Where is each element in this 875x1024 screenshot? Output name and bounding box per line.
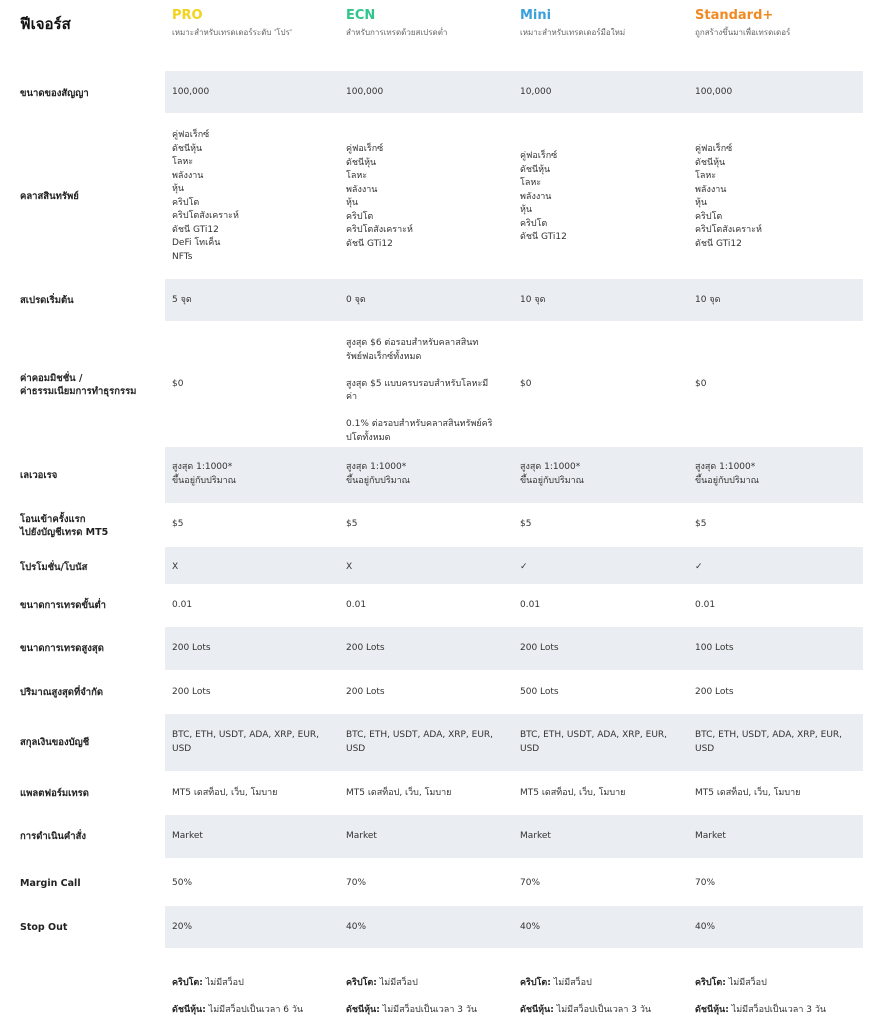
cell-value: BTC, ETH, USDT, ADA, XRP, EUR, USD (346, 730, 494, 754)
row-label: ปริมาณสูงสุดที่จำกัด (20, 687, 104, 698)
row-account-currency (0, 714, 875, 771)
cell-value: 0.01 (172, 600, 193, 610)
row-label: การดำเนินคำสั่ง (20, 831, 87, 842)
row-label: สกุลเงินของบัญชี (20, 737, 90, 748)
row-asset-class (0, 113, 875, 279)
cell-value: MT5 เดสท็อป, เว็บ, โมบาย (172, 788, 278, 798)
cell-value: $0 (172, 379, 184, 389)
plan-pro-desc: เหมาะสำหรับเทรดเดอร์ระดับ 'โปร' (172, 28, 293, 37)
swap-crypto: คริปโต: ไม่มีสว็อป (172, 978, 244, 988)
cell-value: BTC, ETH, USDT, ADA, XRP, EUR, USD (172, 730, 320, 754)
cell-value: BTC, ETH, USDT, ADA, XRP, EUR, USD (695, 730, 843, 754)
cell-value: 200 Lots (346, 643, 385, 653)
cell-value: 200 Lots (695, 687, 734, 697)
row-label: ขนาดการเทรดขั้นต่ำ (20, 600, 106, 611)
cell-value: สูงสุด 1:1000* ขึ้นอยู่กับปริมาณ (520, 462, 585, 486)
row-leverage (0, 447, 875, 503)
cell-value: คู่ฟอเร็กซ์ ดัชนีหุ้น โลหะ พลังงาน หุ้น คริปโต ดัชนี GTi12 (520, 151, 567, 242)
cell-value: Market (346, 831, 377, 841)
check-icon: ✓ (520, 562, 528, 572)
cell-value: 200 Lots (520, 643, 559, 653)
swap-index: ดัชนีหุ้น: ไม่มีสว็อปเป็นเวลา 3 วัน (346, 1005, 478, 1015)
cell-value: $5 (520, 519, 532, 529)
cell-value: Market (172, 831, 203, 841)
row-execution (0, 815, 875, 858)
cell-value: 70% (346, 878, 367, 888)
cell-value: 0.01 (346, 600, 367, 610)
plan-ecn-name: ECN (346, 8, 376, 23)
row-min-trade (0, 584, 875, 627)
row-spread (0, 279, 875, 321)
cell-value: 10 จุด (695, 295, 721, 305)
cell-value: 100,000 (346, 87, 384, 97)
row-first-transfer (0, 503, 875, 547)
plan-pro-name: PRO (172, 8, 203, 23)
cell-value: 20% (172, 922, 193, 932)
row-swap (0, 970, 875, 1024)
row-contract-size (0, 71, 875, 113)
row-label: โปรโมชั่น/โบนัส (20, 562, 88, 573)
swap-crypto: คริปโต: ไม่มีสว็อป (346, 978, 418, 988)
cell-value: 50% (172, 878, 193, 888)
swap-index: ดัชนีหุ้น: ไม่มีสว็อปเป็นเวลา 3 วัน (520, 1005, 652, 1015)
cell-value: 40% (346, 922, 367, 932)
row-margin-call (0, 858, 875, 906)
row-max-volume (0, 670, 875, 714)
cell-value: $5 (172, 519, 184, 529)
plan-standard-desc: ถูกสร้างขึ้นมาเพื่อเทรดเดอร์ (695, 28, 791, 37)
cell-value: $0 (520, 379, 532, 389)
cell-value: 200 Lots (172, 643, 211, 653)
plan-ecn-desc: สำหรับการเทรดด้วยสเปรดต่ำ (346, 28, 448, 37)
cell-value: 0 จุด (346, 295, 366, 305)
cell-value: 40% (520, 922, 541, 932)
cell-value: MT5 เดสท็อป, เว็บ, โมบาย (695, 788, 801, 798)
cell-value: สูงสุด 1:1000* ขึ้นอยู่กับปริมาณ (172, 462, 237, 486)
cell-value: X (172, 562, 179, 572)
row-promo (0, 547, 875, 584)
plan-mini-name: Mini (520, 8, 552, 23)
cell-value: $5 (346, 519, 358, 529)
row-commission (0, 321, 875, 447)
cell-value: 200 Lots (172, 687, 211, 697)
cell-value: 100,000 (172, 87, 210, 97)
row-stop-out (0, 906, 875, 948)
row-label: ค่าคอมมิชชั่น / ค่าธรรมเนียมการทำธุรกรรม (20, 373, 137, 397)
plan-standard-name: Standard+ (695, 8, 774, 23)
row-label: โอนเข้าครั้งแรก ไปยังบัญชีเทรด MT5 (20, 514, 109, 538)
swap-index: ดัชนีหุ้น: ไม่มีสว็อปเป็นเวลา 3 วัน (695, 1005, 827, 1015)
row-label: ขนาดของสัญญา (20, 88, 89, 99)
cell-value: MT5 เดสท็อป, เว็บ, โมบาย (346, 788, 452, 798)
cell-value: สูงสุด $6 ต่อรอบสำหรับคลาสสินทรัพย์ฟอเร็กซ์ทั้งหมด สูงสุด $5 แบบครบรอบสำหรับโลหะมีค่า 0.1% ต่อรอบสำหรับคลาสสินทรัพย์คริปโตทั้งหมด (346, 338, 493, 443)
row-label: Margin Call (20, 878, 81, 889)
cell-value: 70% (695, 878, 716, 888)
cell-value: คู่ฟอเร็กซ์ ดัชนีหุ้น โลหะ พลังงาน หุ้น คริปโต คริปโตสังเคราะห์ ดัชนี GTi12 (346, 144, 413, 249)
cell-value: 0.01 (520, 600, 541, 610)
plan-mini-desc: เหมาะสำหรับเทรดเดอร์มือใหม่ (520, 28, 626, 37)
cell-value: คู่ฟอเร็กซ์ ดัชนีหุ้น โลหะ พลังงาน หุ้น คริปโต คริปโตสังเคราะห์ ดัชนี GTi12 (695, 144, 762, 249)
swap-index: ดัชนีหุ้น: ไม่มีสว็อปเป็นเวลา 6 วัน (172, 1005, 304, 1015)
row-label: สเปรดเริ่มต้น (20, 295, 74, 306)
features-title: ฟีเจอร์ส (20, 15, 71, 33)
swap-crypto: คริปโต: ไม่มีสว็อป (520, 978, 592, 988)
row-label: แพลตฟอร์มเทรด (20, 788, 89, 799)
row-label: Stop Out (20, 922, 68, 933)
cell-value: คู่ฟอเร็กซ์ ดัชนีหุ้น โลหะ พลังงาน หุ้น คริปโต คริปโตสังเคราะห์ ดัชนี GTi12 DeFi โทเค็น NFTs (172, 130, 239, 262)
cell-value: BTC, ETH, USDT, ADA, XRP, EUR, USD (520, 730, 668, 754)
cell-value: สูงสุด 1:1000* ขึ้นอยู่กับปริมาณ (346, 462, 411, 486)
cell-value: $0 (695, 379, 707, 389)
cell-value: $5 (695, 519, 707, 529)
check-icon: ✓ (695, 562, 703, 572)
cell-value: Market (520, 831, 551, 841)
cell-value: 100 Lots (695, 643, 734, 653)
cell-value: MT5 เดสท็อป, เว็บ, โมบาย (520, 788, 626, 798)
cell-value: 40% (695, 922, 716, 932)
cell-value: 100,000 (695, 87, 733, 97)
row-max-trade (0, 627, 875, 670)
cell-value: Market (695, 831, 726, 841)
swap-crypto: คริปโต: ไม่มีสว็อป (695, 978, 767, 988)
row-label: ขนาดการเทรดสูงสุด (20, 643, 104, 654)
row-platform (0, 771, 875, 815)
cell-value: X (346, 562, 353, 572)
cell-value: 70% (520, 878, 541, 888)
cell-value: 10,000 (520, 87, 552, 97)
row-label: คลาสสินทรัพย์ (20, 191, 79, 202)
row-label: เลเวอเรจ (20, 470, 58, 481)
cell-value: 200 Lots (346, 687, 385, 697)
cell-value: 0.01 (695, 600, 716, 610)
cell-value: สูงสุด 1:1000* ขึ้นอยู่กับปริมาณ (695, 462, 760, 486)
cell-value: 5 จุด (172, 295, 192, 305)
cell-value: 500 Lots (520, 687, 559, 697)
cell-value: 10 จุด (520, 295, 546, 305)
